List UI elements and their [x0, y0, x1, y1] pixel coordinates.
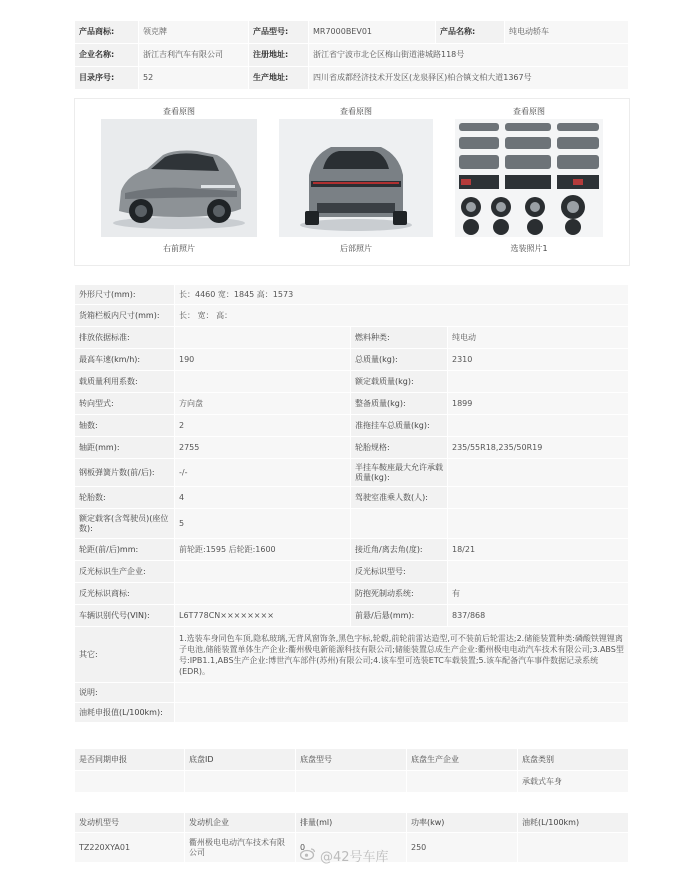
spec-value: 2755 [175, 437, 351, 459]
view-original-link-3[interactable]: 查看原图 [513, 107, 545, 116]
vin-value: L6T778CN×××××××× [175, 605, 351, 627]
spec-label: 轮距(前/后)mm: [75, 539, 175, 561]
spec-label: 整备质量(kg): [351, 393, 448, 415]
catalog-no-label: 目录序号: [75, 67, 139, 90]
model-value: MR7000BEV01 [309, 21, 436, 44]
spec-label: 前悬/后悬(mm): [351, 605, 448, 627]
spec-value [448, 459, 629, 487]
spec-label: 接近角/离去角(度): [351, 539, 448, 561]
spec-value: 190 [175, 349, 351, 371]
front-car-image[interactable] [101, 119, 257, 237]
product-name-label: 产品名称: [436, 21, 505, 44]
spec-value [448, 561, 629, 583]
spec-value: 方向盘 [175, 393, 351, 415]
spec-table [74, 284, 629, 723]
prod-address-value: 四川省成都经济技术开发区(龙泉驿区)柏合镇文柏大道1367号 [309, 67, 629, 90]
engine-cell: 衢州极电电动汽车技术有限公司 [185, 833, 296, 863]
company-label: 企业名称: [75, 44, 139, 67]
photo-optional [455, 99, 603, 254]
spec-label: 准拖挂车总质量(kg): [351, 415, 448, 437]
fuel-declared-label: 油耗申报值(L/100km): [75, 703, 175, 723]
spec-value: 18/21 [448, 539, 629, 561]
spec-label: 反光标识型号: [351, 561, 448, 583]
spec-value: 2 [175, 415, 351, 437]
chassis-cell [75, 771, 185, 793]
spec-value: 235/55R18,235/50R19 [448, 437, 629, 459]
catalog-no-value: 52 [139, 67, 249, 90]
chassis-table [74, 748, 629, 793]
trademark-value: 领克牌 [139, 21, 249, 44]
chassis-header: 底盘型号 [296, 749, 407, 771]
spec-label: 反光标识生产企业: [75, 561, 175, 583]
spec-value: 1899 [448, 393, 629, 415]
model-label: 产品型号: [249, 21, 309, 44]
spec-label: 钢板弹簧片数(前/后): [75, 459, 175, 487]
spec-label: 额定载质量(kg): [351, 371, 448, 393]
spec-value [175, 561, 351, 583]
photo-panel [74, 98, 630, 266]
chassis-cell [185, 771, 296, 793]
spec-value [448, 415, 629, 437]
spec-label: 半挂车鞍座最大允许承载质量(kg): [351, 459, 448, 487]
reg-address-value: 浙江省宁波市北仑区梅山街道港城路118号 [309, 44, 629, 67]
engine-header: 排量(ml) [296, 813, 407, 833]
spec-label: 轮胎数: [75, 487, 175, 509]
spec-label [351, 509, 448, 539]
spec-label: 额定载客(含驾驶员)(座位数): [75, 509, 175, 539]
weibo-icon [300, 847, 316, 864]
engine-cell: 250 [407, 833, 518, 863]
spec-value: 5 [175, 509, 351, 539]
chassis-cell [296, 771, 407, 793]
view-original-link-1[interactable]: 查看原图 [163, 107, 195, 116]
spec-value: -/- [175, 459, 351, 487]
cargo-dims-label: 货箱栏板内尺寸(mm): [75, 305, 175, 327]
spec-label: 防抱死制动系统: [351, 583, 448, 605]
spec-value [175, 327, 351, 349]
photo-rear [279, 99, 433, 254]
front-photo-caption: 右前照片 [163, 244, 195, 253]
spec-value [448, 509, 629, 539]
engine-cell [518, 833, 629, 863]
spec-label: 排放依据标准: [75, 327, 175, 349]
fuel-declared-value [175, 703, 629, 723]
spec-value [448, 487, 629, 509]
optional-photo-caption: 选装照片1 [510, 244, 548, 253]
spec-label: 轴数: [75, 415, 175, 437]
product-info-table [74, 20, 629, 90]
photo-front [101, 99, 257, 254]
spec-value [175, 583, 351, 605]
engine-header: 油耗(L/100km) [518, 813, 629, 833]
chassis-header: 是否同期申报 [75, 749, 185, 771]
rear-photo-caption: 后部照片 [340, 244, 372, 253]
dimensions-label: 外形尺寸(mm): [75, 285, 175, 305]
engine-header: 发动机型号 [75, 813, 185, 833]
note-label: 说明: [75, 683, 175, 703]
other-text: 1.选装车身同色车顶,隐私玻璃,无背风窗饰条,黑色字标,轮毂,前轮前雷达造型,可不装前后轮雷达;2.储能装置种类:磷酸铁锂锂离子电池,储能装置单体生产企业:衢州极电新能源科技有限公司;储能装置总成生产企业:衢州极电电动汽车技术有限公司;3.ABS型号:IPB1.1,ABS生产企业:博世汽车部件(苏州)有限公司;4.该车型可选装ETC车载装置;5.该车配备汽车事件数据记录系统(EDR)。 [175, 627, 629, 683]
dimensions-value: 长：4460 宽：1845 高：1573 [175, 285, 629, 305]
trademark-label: 产品商标: [75, 21, 139, 44]
other-label: 其它: [75, 627, 175, 683]
spec-label: 车辆识别代号(VIN): [75, 605, 175, 627]
spec-value [448, 371, 629, 393]
spec-value: 有 [448, 583, 629, 605]
chassis-header: 底盘生产企业 [407, 749, 518, 771]
spec-label: 燃料种类: [351, 327, 448, 349]
spec-label: 轴距(mm): [75, 437, 175, 459]
chassis-cell: 承载式车身 [518, 771, 629, 793]
watermark [300, 846, 389, 865]
spec-value: 2310 [448, 349, 629, 371]
spec-label: 最高车速(km/h): [75, 349, 175, 371]
spec-label: 转向型式: [75, 393, 175, 415]
cargo-dims-value: 长： 宽： 高： [175, 305, 629, 327]
company-value: 浙江吉利汽车有限公司 [139, 44, 249, 67]
engine-cell: 0 [296, 833, 407, 863]
chassis-header: 底盘ID [185, 749, 296, 771]
rear-car-image[interactable] [279, 119, 433, 237]
engine-cell: TZ220XYA01 [75, 833, 185, 863]
note-value [175, 683, 629, 703]
spec-value: 837/868 [448, 605, 629, 627]
spec-value: 纯电动 [448, 327, 629, 349]
spec-label: 载质量利用系数: [75, 371, 175, 393]
reg-address-label: 注册地址: [249, 44, 309, 67]
spec-label: 总质量(kg): [351, 349, 448, 371]
watermark-text: @42号车库 [320, 850, 389, 865]
spec-label: 轮胎规格: [351, 437, 448, 459]
spec-label: 驾驶室准乘人数(人): [351, 487, 448, 509]
prod-address-label: 生产地址: [249, 67, 309, 90]
spec-value: 前轮距:1595 后轮距:1600 [175, 539, 351, 561]
engine-header: 功率(kw) [407, 813, 518, 833]
chassis-cell [407, 771, 518, 793]
product-name-value: 纯电动轿车 [505, 21, 629, 44]
spec-value [175, 371, 351, 393]
engine-header: 发动机企业 [185, 813, 296, 833]
view-original-link-2[interactable]: 查看原图 [340, 107, 372, 116]
spec-value: 4 [175, 487, 351, 509]
spec-label: 反光标识商标: [75, 583, 175, 605]
chassis-header: 底盘类别 [518, 749, 629, 771]
optional-parts-image[interactable] [455, 119, 603, 237]
